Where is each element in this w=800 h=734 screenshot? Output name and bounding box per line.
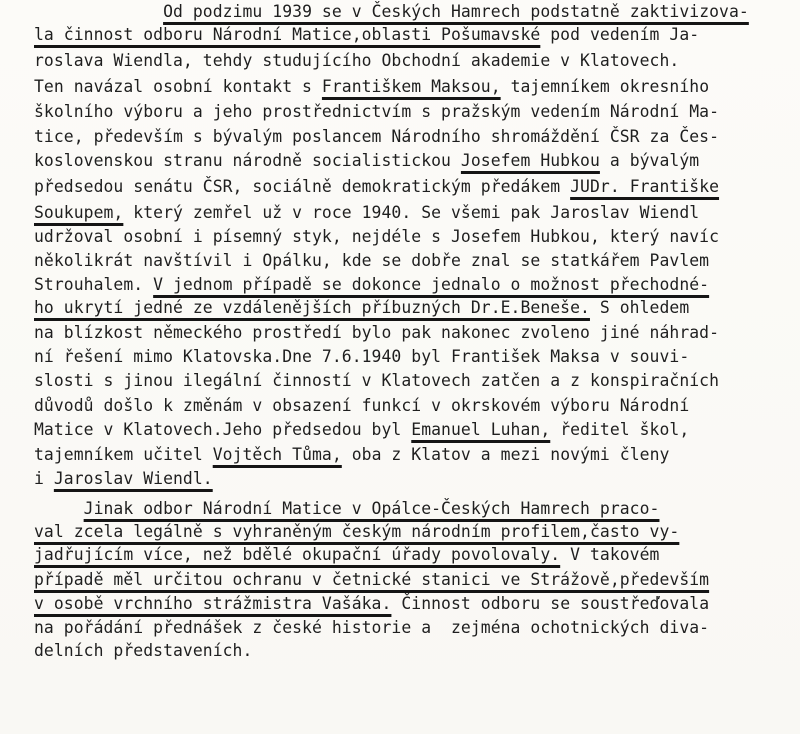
text-line xyxy=(34,298,689,318)
text-fragment: i xyxy=(34,469,54,488)
text-fragment: školního výboru a jeho prostřednictvím s pražským vedením Národní Ma- xyxy=(34,102,720,121)
underlined-text: la činnost odboru Národní Matice,oblasti Pošumavské xyxy=(34,25,541,44)
text-fragment: na pořádání přednášek z české historie a zejména ochotnických diva- xyxy=(34,618,710,637)
underlined-text: Vojtěch Tůma, xyxy=(212,445,342,464)
text-fragment xyxy=(34,499,84,518)
underlined-text: Jinak odbor Národní Matice v Opálce-Českých Hamrech praco- xyxy=(83,499,660,518)
underlined-text: V jednom případě se dokonce jednalo o možnost přechodné- xyxy=(153,275,710,294)
text-fragment: roslava Wiendla, tehdy studujícího Obchodní akademie v Klatovech. xyxy=(34,51,680,70)
underlined-text: Jaroslav Wiendl. xyxy=(53,469,213,488)
text-line xyxy=(34,227,719,247)
text-fragment: tajemníkem okresního xyxy=(500,77,710,96)
text-line xyxy=(34,594,709,614)
text-line xyxy=(34,275,709,295)
text-line xyxy=(34,469,213,489)
text-fragment: Činnost odboru se soustřeďovala xyxy=(391,594,710,613)
text-line xyxy=(34,347,689,367)
text-fragment: na blízkost německého prostředí bylo pak nakonec zvoleno jiné náhrad- xyxy=(34,323,720,342)
text-fragment: předsedou senátu ČSR, sociálně demokratickým předákem xyxy=(34,177,571,196)
underlined-text: jadřujícím více, než bdělé okupační úřady povolovaly. xyxy=(34,545,561,564)
text-fragment: slosti s jinou ilegální činností v Klatovech zatčen a z konspiračních xyxy=(34,371,720,390)
text-line xyxy=(34,570,709,590)
text-fragment: který zemřel už v roce 1940. Se všemi pak Jaroslav Wiendl xyxy=(123,203,700,222)
text-line xyxy=(34,203,699,223)
text-fragment: Ten navázal osobní kontakt s xyxy=(34,77,322,96)
text-fragment: Strouhalem. xyxy=(34,275,154,294)
text-line xyxy=(34,371,719,391)
text-fragment: ředitel škol, xyxy=(550,420,690,439)
text-line xyxy=(34,420,689,440)
underlined-text: Emanuel Luhan, xyxy=(411,420,551,439)
text-fragment: důvodů došlo k změnám v obsazení funkcí v okrskovém výboru Národní xyxy=(34,396,690,415)
text-line xyxy=(34,251,709,271)
text-line xyxy=(34,323,719,343)
text-fragment: V takovém xyxy=(560,545,660,564)
text-fragment: delních představeních. xyxy=(34,641,253,660)
underlined-text: ho ukrytí jedné ze vzdálenějších příbuzných Dr.E.Beneše. xyxy=(34,298,590,317)
text-fragment: ní řešení mimo Klatovska.Dne 7.6.1940 byl František Maksa v souvi- xyxy=(34,347,690,366)
text-fragment: tajemníkem učitel xyxy=(34,445,213,464)
underlined-text: Františkem Maksou, xyxy=(321,77,501,96)
underlined-text: val zcela legálně s vyhraněným českým národním profilem,často vy- xyxy=(34,522,680,541)
underlined-text: případě měl určitou ochranu v četnické stanici ve Strážově,především xyxy=(34,570,710,589)
text-line xyxy=(34,641,252,661)
text-fragment: pod vedením Ja- xyxy=(540,25,700,44)
text-line xyxy=(34,545,659,565)
text-line xyxy=(34,445,669,465)
text-fragment: tice, především s bývalým poslancem Národního shromáždění ČSR za Čes- xyxy=(34,127,720,146)
text-fragment xyxy=(34,2,163,21)
underlined-text: Josefem Hubkou xyxy=(460,151,600,170)
underlined-text: v osobě vrchního strážmistra Vašáka. xyxy=(34,594,392,613)
text-fragment: několikrát navštívil i Opálku, kde se dobře znal se statkářem Pavlem xyxy=(34,251,710,270)
text-line xyxy=(34,77,709,97)
text-fragment: Matice v Klatovech.Jeho předsedou byl xyxy=(34,420,412,439)
text-line xyxy=(34,151,699,171)
text-fragment: a bývalým xyxy=(599,151,700,170)
text-line xyxy=(34,127,719,147)
text-line xyxy=(34,25,699,45)
underlined-text: JUDr. Františke xyxy=(570,177,720,196)
text-line xyxy=(34,396,689,416)
underlined-text: Soukupem, xyxy=(34,203,124,222)
text-fragment: koslovenskou stranu národně socialistickou xyxy=(34,151,461,170)
text-fragment: udržoval osobní i písemný styk, nejdéle s Josefem Hubkou, který navíc xyxy=(34,227,720,246)
text-line xyxy=(34,51,679,71)
text-fragment: oba z Klatov a mezi novými členy xyxy=(341,445,670,464)
text-line xyxy=(34,177,719,197)
text-line xyxy=(34,499,659,519)
text-line xyxy=(34,618,709,638)
text-line xyxy=(34,522,679,542)
underlined-text: Od podzimu 1939 se v Českých Hamrech podstatně zaktivizova- xyxy=(163,2,749,21)
text-fragment: S ohledem xyxy=(589,298,690,317)
text-line xyxy=(34,102,719,122)
text-line xyxy=(34,2,749,22)
